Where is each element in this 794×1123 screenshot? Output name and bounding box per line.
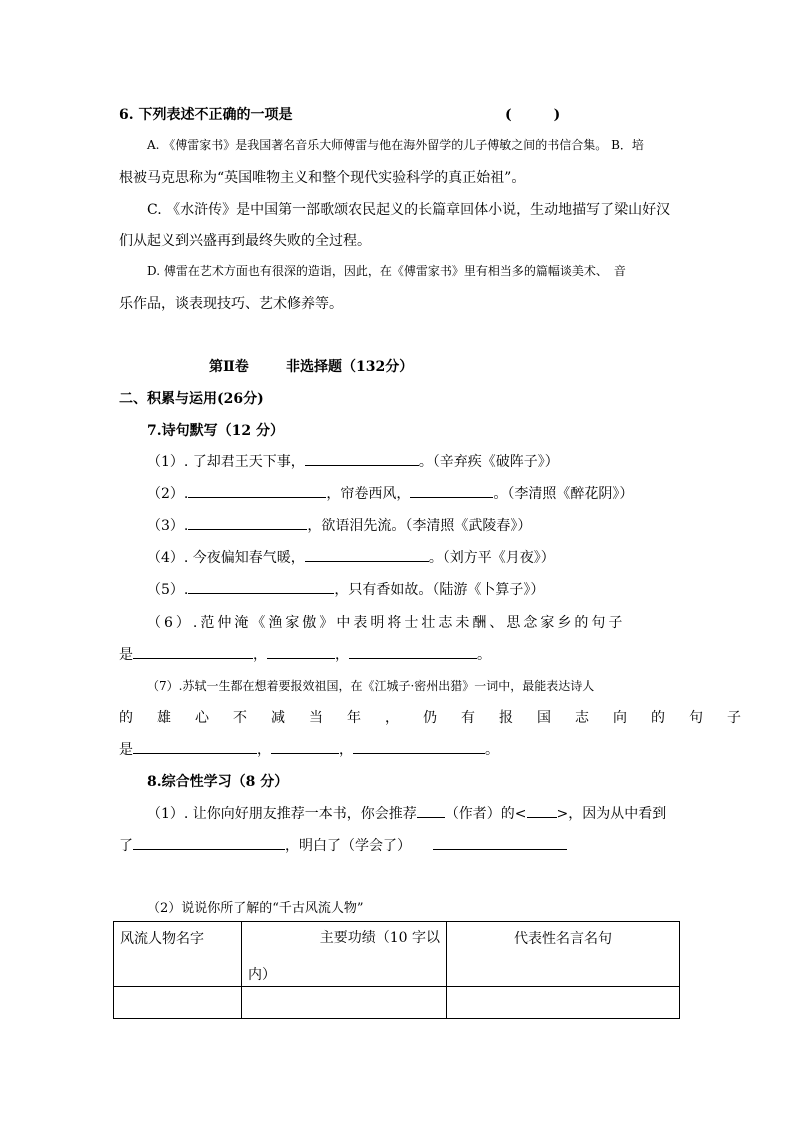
q8-l1-a: （1）. 让你向好朋友推荐一本书，你会推荐 (147, 806, 417, 822)
q7-line-2 (147, 483, 633, 503)
section-heading: 二、积累与运用(26分) (119, 391, 264, 407)
answer-blank[interactable] (527, 803, 557, 818)
q7-l2-pre: （2）. (147, 486, 189, 502)
answer-blank[interactable] (188, 515, 307, 530)
q7-line-7-answer (119, 739, 499, 759)
q8-line-1 (147, 803, 666, 823)
q7-l6-text: （6）.范仲淹《渔家傲》中表明将士壮志未酬、思念家乡的句子 (147, 615, 626, 631)
q7-l4-pre: （4）. 今夜偏知春气暖， (147, 550, 305, 566)
answer-blank[interactable] (133, 644, 253, 659)
q7-l2-post: 。（李清照《醉花阴》） (493, 486, 634, 502)
answer-blank[interactable] (410, 483, 493, 498)
table-header-achievement-line1: 主要功绩（10 字以 (319, 930, 440, 946)
q7-line-6-answer (119, 644, 491, 664)
table-header-name: 风流人物名字 (114, 922, 242, 987)
q7-l2-mid: ，帘卷西风， (326, 486, 411, 502)
table-header-quote: 代表性名言名句 (447, 922, 680, 987)
table-header-achievement (242, 922, 447, 987)
q7-l7-end: 。 (485, 742, 499, 758)
answer-blank[interactable] (133, 739, 257, 754)
q7-line-7-text: （7）.苏轼一生都在想着要报效祖国，在《江城子·密州出猎》一词中，最能表达诗人 (147, 679, 595, 693)
q6-option-d-line2: 乐作品，谈表现技巧、艺术修养等。 (119, 296, 343, 312)
table-cell-name[interactable] (114, 987, 242, 1019)
q7-l6-pre: 是 (119, 647, 133, 663)
q7-l6-end: 。 (477, 647, 491, 663)
answer-blank[interactable] (133, 835, 285, 850)
q6-stem: 6. 下列表述不正确的一项是 (119, 107, 293, 123)
q7-l7-sep1: ， (257, 742, 271, 758)
q6-option-a-line1: A. 《傅雷家书》是我国著名音乐大师傅雷与他在海外留学的儿子傅敏之间的书信合集。 B．培 (147, 138, 644, 152)
q7-line-7-spread: 的雄心不减当年，仍有报国志向的句子 (119, 710, 765, 726)
q7-line-3 (147, 515, 531, 535)
q8-l1-c: >，因为从中看到 (556, 806, 667, 822)
q8-subquestion-2: （2）说说你所了解的“千古风流人物” (147, 901, 364, 916)
q7-line-5 (147, 579, 544, 599)
answer-blank[interactable] (271, 739, 339, 754)
q7-l3-pre: （3）. (147, 518, 189, 534)
q6-answer-paren: ( ) (505, 107, 561, 123)
q7-l6-sep2: ， (335, 647, 349, 663)
q6-option-d-line1: D. 傅雷在艺术方面也有很深的造诣，因此，在《傅雷家书》里有相当多的篇幅谈美术、 音 (147, 264, 626, 278)
answer-blank[interactable] (188, 579, 334, 594)
q6-option-c-line1: C. 《水浒传》是中国第一部歌颂农民起义的长篇章回体小说，生动地描写了梁山好汉 (147, 202, 671, 218)
answer-blank[interactable] (417, 803, 445, 818)
famous-people-table (113, 921, 680, 1019)
q7-line-4 (147, 547, 555, 567)
q7-l5-pre: （5）. (147, 582, 189, 598)
answer-blank[interactable] (305, 451, 419, 466)
q7-l5-post: ，只有香如故。（陆游《卜算子》） (334, 582, 545, 598)
q8-l1-b: （作者）的< (444, 806, 527, 822)
q8-line-2 (119, 835, 567, 855)
table-row (114, 987, 680, 1019)
q7-heading: 7.诗句默写（12 分） (147, 423, 284, 439)
q7-l4-post: 。（刘方平《月夜》） (428, 550, 555, 566)
q8-l2-b: ，明白了（学会了） (285, 838, 411, 854)
q6-option-c-line2: 们从起义到兴盛再到最终失败的全过程。 (119, 233, 371, 249)
answer-blank[interactable] (188, 483, 326, 498)
q7-l6-sep1: ， (253, 647, 267, 663)
answer-blank[interactable] (433, 835, 567, 850)
q7-l1-pre: （1）. 了却君王天下事， (147, 454, 305, 470)
q7-l7-sep2: ， (339, 742, 353, 758)
part2-type-title: 非选择题（132分） (286, 359, 414, 375)
answer-blank[interactable] (353, 739, 485, 754)
answer-blank[interactable] (267, 644, 335, 659)
answer-blank[interactable] (305, 547, 429, 562)
table-cell-achievement[interactable] (242, 987, 447, 1019)
table-cell-quote[interactable] (447, 987, 680, 1019)
q7-line-1 (147, 451, 559, 471)
answer-blank[interactable] (349, 644, 477, 659)
q8-heading: 8.综合性学习（8 分） (147, 774, 289, 790)
q7-l3-post: ，欲语泪先流。（李清照《武陵春》） (307, 518, 532, 534)
table-header-achievement-line2: 内） (248, 967, 276, 983)
q7-line-6-text (147, 612, 674, 632)
q8-l2-a: 了 (119, 838, 133, 854)
part2-volume-title: 第Ⅱ卷 (209, 359, 249, 375)
q7-l7-pre: 是 (119, 742, 133, 758)
q6-option-a-line2: 根被马克思称为“英国唯物主义和整个现代实验科学的真正始祖”。 (119, 170, 526, 186)
q7-l1-post: 。（辛弃疾《破阵子》） (418, 454, 559, 470)
